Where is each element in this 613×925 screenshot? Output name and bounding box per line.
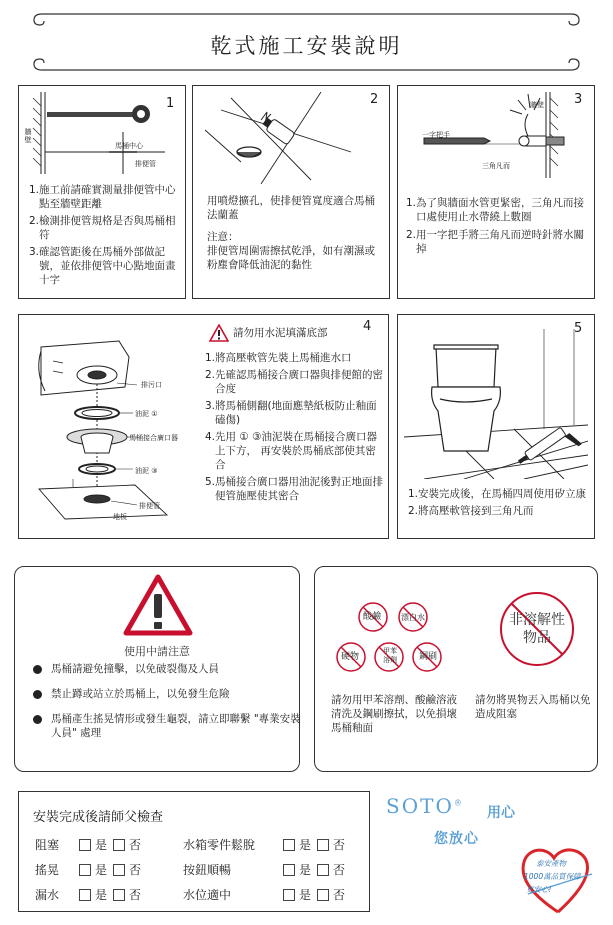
screwdriver-label: 一字把手 — [422, 131, 450, 139]
chem-acid-alkali: 酸鹼 — [363, 612, 382, 622]
page-title: 乾式施工安裝說明 — [210, 34, 403, 58]
wall-label: 牆壁 — [24, 128, 32, 144]
wall-label: 牆壁 — [530, 101, 544, 109]
drain-pipe-label: 排便管 — [135, 160, 156, 168]
caution-list — [33, 662, 303, 751]
caution-panel — [14, 566, 300, 772]
warning-triangle-icon — [209, 324, 229, 342]
toilet-center-label: 馬桶中心 — [115, 142, 143, 150]
brand-slogan-1: 用心 — [487, 805, 515, 821]
step-number: 2 — [370, 92, 379, 107]
step-number: 1 — [166, 96, 175, 111]
prohibited-left-text: 請勿用甲苯溶劑、酸鹼溶液清洗及鋼刷擦拭，以免損壞馬桶釉面 — [331, 694, 457, 734]
chemical-prohibition-icons — [329, 595, 459, 685]
yes-checkbox[interactable] — [79, 839, 91, 851]
check-item-label: 按鈕順暢 — [183, 863, 232, 877]
prohibited-panel — [314, 566, 598, 772]
list-item: 1. 為了與牆面水管更緊密，三角凡而接口處使用止水帶繞上數圈 — [406, 197, 585, 223]
prohibited-right-text: 請勿將異物丟入馬桶以免造成阻塞 — [475, 694, 591, 720]
step-1-instructions — [29, 183, 179, 290]
list-item: 3. 確認管距後在馬桶外部做記號，並依排便管中心點地面畫十字 — [29, 246, 176, 286]
checklist-title: 安裝完成後請師父檢查 — [33, 810, 164, 825]
step-3-instructions — [406, 196, 590, 259]
heart-text-2: 1000萬品質保障 — [524, 872, 581, 881]
check-item-label: 水位適中 — [183, 888, 232, 902]
brand-block — [386, 794, 606, 919]
toilet-flange-illustration — [33, 327, 173, 527]
step-number: 3 — [574, 92, 583, 107]
yes-checkbox[interactable] — [283, 839, 295, 851]
heart-text-1: 泰安產物 — [536, 859, 566, 868]
bullet-icon — [33, 665, 42, 674]
checklist-row: 漏水 是 否 — [35, 888, 142, 902]
check-item-label: 搖晃 — [35, 863, 60, 877]
step-number: 5 — [574, 321, 583, 336]
warning-triangle-icon — [123, 574, 193, 636]
step-4-warning: 請勿用水泥填滿底部 — [233, 327, 328, 339]
checklist-row: 阻塞 是 否 — [35, 838, 142, 852]
list-item: 2. 先確認馬桶接合廣口器與排便館的密合度 — [205, 369, 384, 395]
step-4-instructions — [205, 351, 385, 506]
list-item: 2. 將高壓軟管接到三角凡而 — [408, 505, 534, 517]
inspection-checklist — [18, 791, 370, 912]
step-5-panel — [397, 314, 595, 539]
no-checkbox[interactable] — [317, 864, 329, 876]
checklist-row: 水箱零件鬆脫 是 否 — [183, 838, 346, 852]
drain-outlet-label: 排污口 — [141, 381, 162, 389]
torch-pipe-illustration — [201, 92, 381, 184]
chem-bleach: 漂白水 — [401, 613, 425, 622]
chem-toluene: 甲苯溶劑 — [383, 647, 397, 664]
yes-checkbox[interactable] — [283, 864, 295, 876]
yes-checkbox[interactable] — [79, 889, 91, 901]
floor-label: 地板 — [113, 513, 127, 521]
insoluble-label: 非溶解性物品 — [509, 612, 565, 646]
brand-slogan-2: 您放心 — [434, 831, 479, 847]
caution-caption: 使用中請注意 — [124, 645, 190, 658]
angle-valve-label: 三角凡而 — [482, 162, 510, 170]
list-item: 2. 用一字把手將三角凡而逆時針將水關掉 — [406, 229, 585, 255]
list-item: 禁止蹲或站立於馬桶上，以免發生危險 — [33, 687, 303, 701]
list-item: 馬桶產生搖晃情形或發生龜裂，請立即聯繫 "專業安裝人員" 處理 — [33, 712, 303, 740]
no-checkbox[interactable] — [317, 889, 329, 901]
drain-pipe-label: 排便管 — [139, 502, 160, 510]
no-checkbox[interactable] — [113, 864, 125, 876]
chem-hard-object: 硬物 — [341, 652, 360, 662]
check-item-label: 阻塞 — [35, 838, 60, 852]
list-item: 2. 檢測排便管規格是否與馬桶相符 — [29, 215, 176, 241]
no-checkbox[interactable] — [113, 839, 125, 851]
brand-logo: SOTO® — [386, 794, 464, 818]
list-item: 1. 安裝完成後，在馬桶四周使用矽立康 — [408, 488, 587, 500]
list-item: 4. 先用 ① ③油泥裝在馬桶接合廣口器上下方， 再安裝於馬桶底部使其密合 — [205, 431, 378, 471]
list-item: 5. 馬桶接合廣口器用油泥後對正地面排便管施壓使其密合 — [205, 476, 384, 502]
chem-wire-brush: 鋼刷 — [419, 652, 438, 662]
list-item: 1. 施工前請確實測量排便管中心點至牆壁距離 — [29, 184, 176, 210]
installed-toilet-illustration — [404, 329, 588, 479]
step-1-panel — [18, 85, 186, 299]
check-item-label: 水箱零件鬆脫 — [183, 838, 256, 852]
bullet-icon — [33, 715, 42, 724]
checklist-row: 搖晃 是 否 — [35, 863, 142, 877]
putty-3-label: 油泥 ③ — [135, 467, 158, 475]
no-checkbox[interactable] — [317, 839, 329, 851]
putty-1-label: 油泥 ① — [135, 410, 158, 418]
note-label: 注意： — [207, 231, 239, 243]
step-4-panel — [18, 314, 389, 539]
step-5-instructions — [408, 487, 592, 521]
list-item: 1. 將高壓軟管先裝上馬桶進水口 — [205, 352, 352, 364]
title-banner — [0, 0, 613, 80]
checklist-row: 水位適中 是 否 — [183, 888, 346, 902]
step-2-instructions — [207, 194, 383, 272]
adapter-label: 馬桶接合廣口器 — [129, 434, 178, 442]
heart-text-3: 更安心! — [526, 885, 552, 894]
note-text: 排便管周圍需擦拭乾淨，如有潮濕或粉塵會降低油泥的黏性 — [207, 245, 375, 271]
check-item-label: 漏水 — [35, 888, 60, 902]
step-2-panel — [192, 85, 390, 299]
bullet-icon — [33, 690, 42, 699]
checklist-row: 按鈕順暢 是 否 — [183, 863, 346, 877]
yes-checkbox[interactable] — [79, 864, 91, 876]
no-checkbox[interactable] — [113, 889, 125, 901]
list-item: 3. 將馬桶側翻(地面應墊紙板防止釉面磕傷) — [205, 400, 377, 426]
step-2-main-text: 用噴燈擴孔，使排便管寬度適合馬桶法蘭蓋 — [207, 195, 375, 221]
yes-checkbox[interactable] — [283, 889, 295, 901]
step-number: 4 — [363, 319, 372, 334]
list-item: 馬桶請避免撞擊，以免破裂傷及人員 — [33, 662, 303, 676]
step-3-panel — [397, 85, 595, 299]
